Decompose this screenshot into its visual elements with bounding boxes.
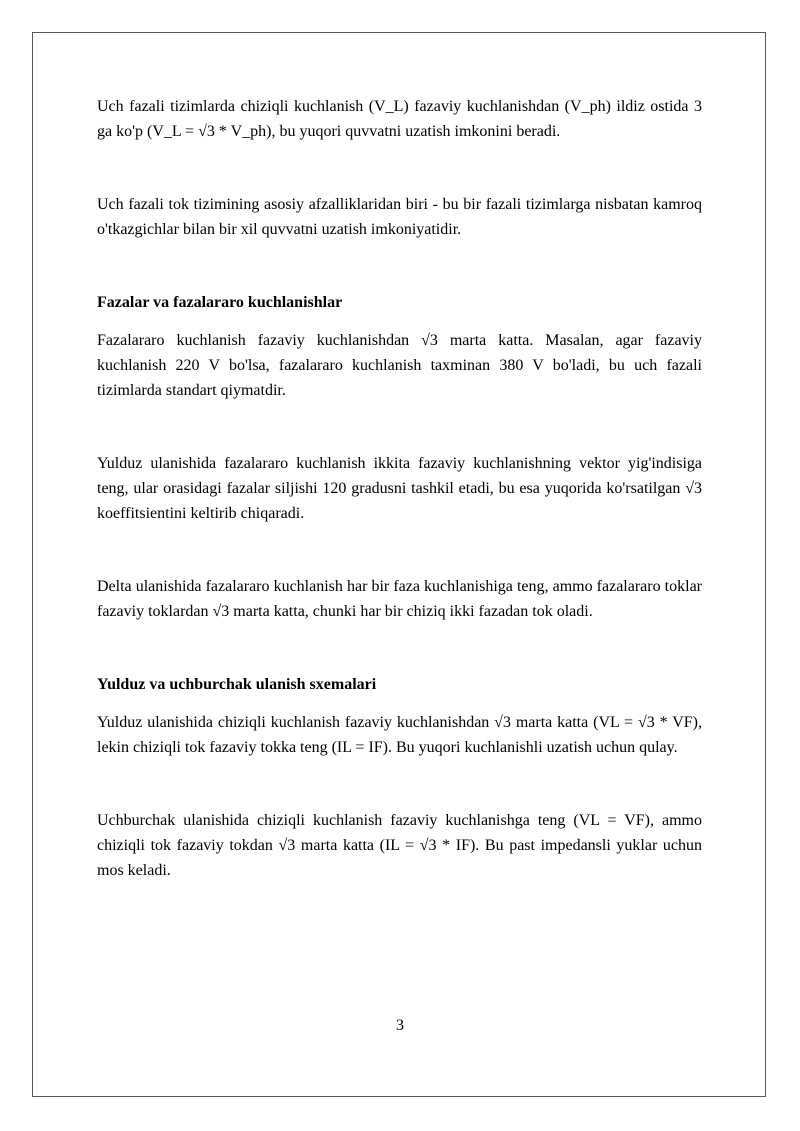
paragraph: Uchburchak ulanishida chiziqli kuchlanish fazaviy kuchlanishga teng (VL = VF), ammo chiziqli tok fazaviy tokdan √3 marta katta (IL = √3 * IF). Bu past impedansli yuklar uchun mos keladi. — [97, 812, 702, 879]
paragraph: Yulduz ulanishida chiziqli kuchlanish fazaviy kuchlanishdan √3 marta katta (VL = √3 * VF), lekin chiziqli tok fazaviy tokka teng (IL = IF). Bu yuqori kuchlanishli uzatish uchun qulay. — [97, 714, 702, 756]
section-heading: Yulduz va uchburchak ulanish sxemalari — [97, 676, 377, 693]
paragraph: Uch fazali tok tizimining asosiy afzalliklaridan biri - bu bir fazali tizimlarga nisbatan kamroq o'tkazgichlar bilan bir xil quvvatni uzatish imkoniyatidir. — [97, 196, 702, 238]
section-heading: Fazalar va fazalararo kuchlanishlar — [97, 294, 343, 311]
paragraph: Uch fazali tizimlarda chiziqli kuchlanish (V_L) fazaviy kuchlanishdan (V_ph) ildiz ostida 3 ga ko'p (V_L = √3 * V_ph), bu yuqori quvvatni uzatish imkonini beradi. — [97, 98, 702, 140]
page-number: 3 — [396, 1017, 404, 1034]
paragraph: Delta ulanishida fazalararo kuchlanish har bir faza kuchlanishiga teng, ammo fazalararo toklar fazaviy toklardan √3 marta katta, chunki har bir chiziq ikki fazadan tok oladi. — [97, 578, 702, 620]
paragraph: Fazalararo kuchlanish fazaviy kuchlanishdan √3 marta katta. Masalan, agar fazaviy kuchlanish 220 V bo'lsa, fazalararo kuchlanish taxminan 380 V bo'ladi, bu uch fazali tizimlarda standart qiymatdir. — [97, 332, 702, 399]
document-body — [97, 94, 702, 883]
paragraph: Yulduz ulanishida fazalararo kuchlanish ikkita fazaviy kuchlanishning vektor yig'indisiga teng, ular orasidagi fazalar siljishi 120 gradusni tashkil etadi, bu esa yuqorida ko'rsatilgan √3 koeffitsientini keltirib chiqaradi. — [97, 455, 702, 522]
